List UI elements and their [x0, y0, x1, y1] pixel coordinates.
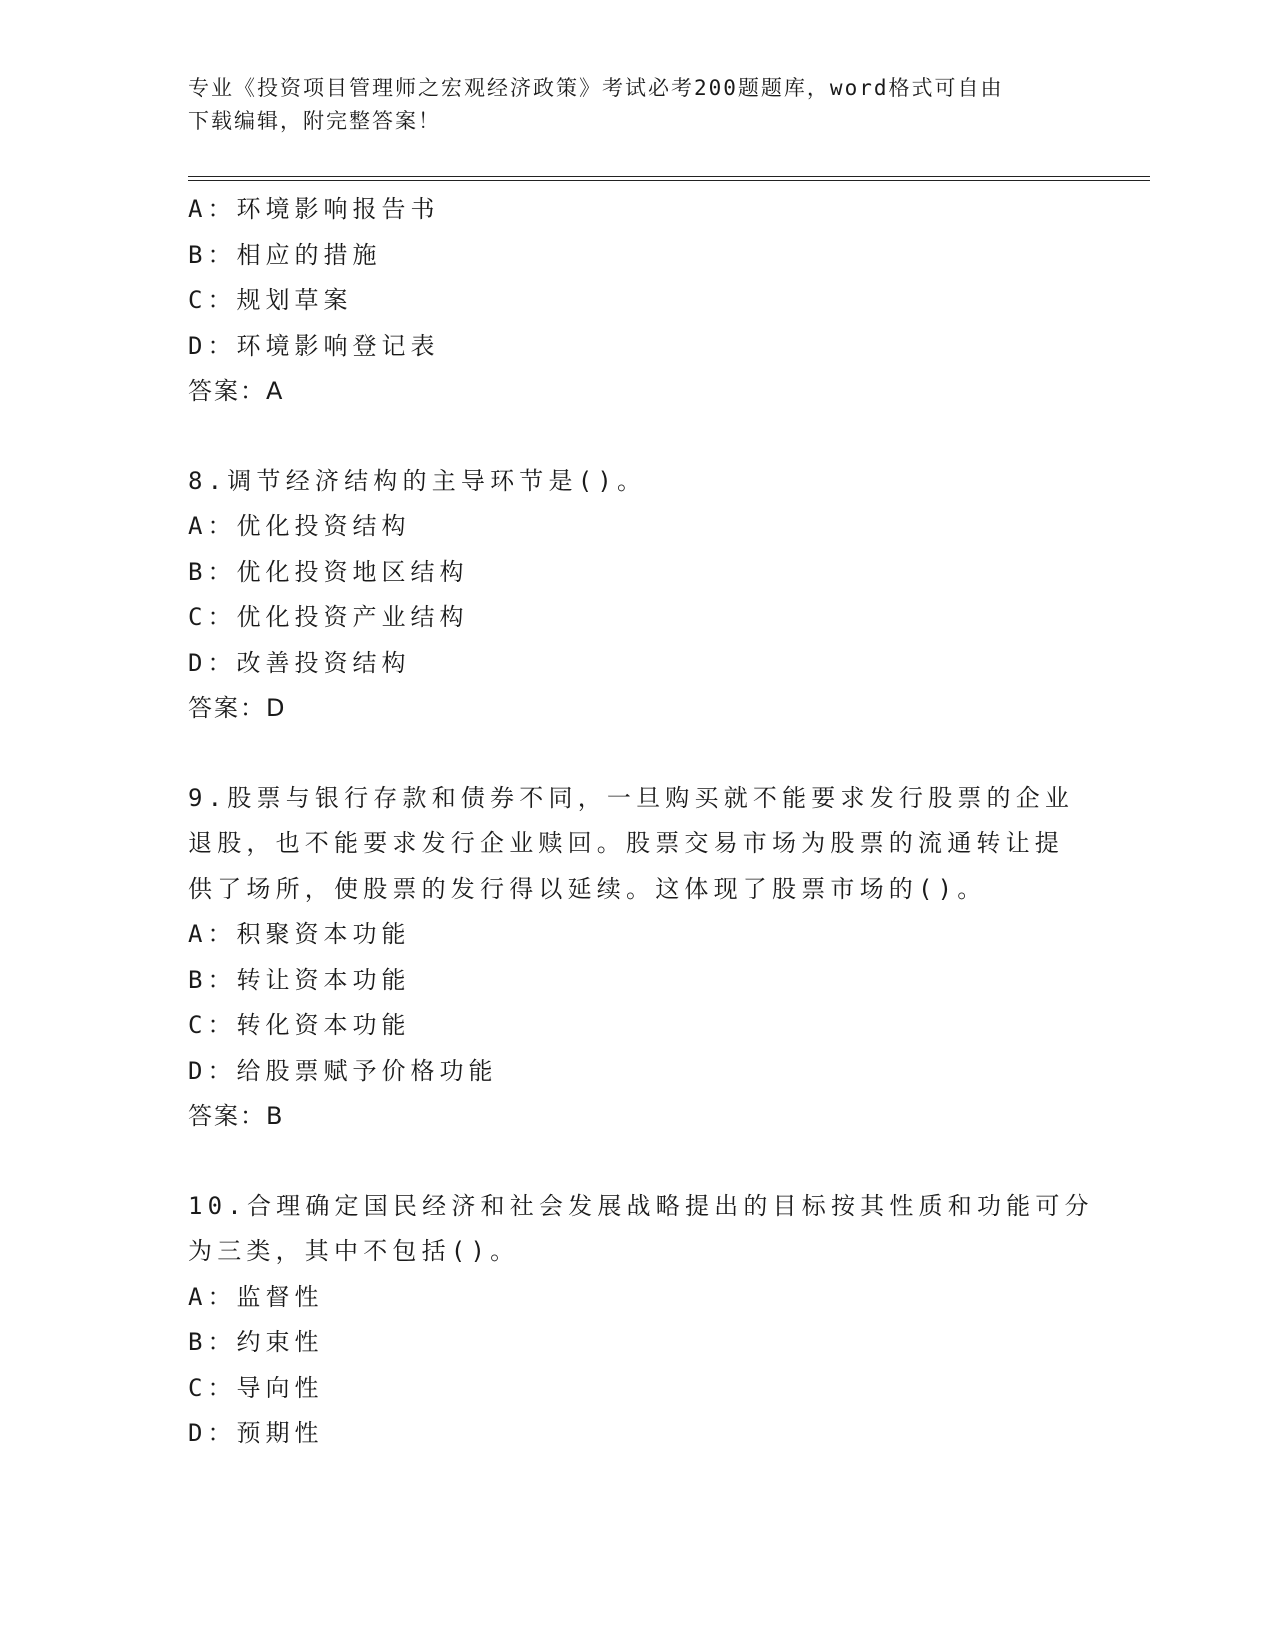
- document-header: [188, 72, 1088, 138]
- header-divider: [188, 176, 1150, 181]
- option-b: B：优化投资地区结构: [188, 557, 469, 586]
- answer-line: 答案：A: [188, 377, 285, 405]
- question-stem-line-2: 为三类，其中不包括()。: [188, 1237, 520, 1265]
- question-stem-line-1: 9.股票与银行存款和债券不同，一旦购买就不能要求发行股票的企业: [188, 783, 1075, 812]
- question-stem-line-3: 供了场所，使股票的发行得以延续。这体现了股票市场的()。: [188, 874, 987, 903]
- option-b: B：转让资本功能: [188, 965, 411, 994]
- option-b: B：约束性: [188, 1328, 324, 1356]
- option-d: D：给股票赋予价格功能: [188, 1056, 498, 1085]
- option-b: B：相应的措施: [188, 240, 382, 269]
- answer-line: 答案：B: [188, 1102, 285, 1130]
- question-9: [188, 776, 1088, 1140]
- option-a: A：监督性: [188, 1282, 324, 1311]
- answer-line: 答案：D: [188, 694, 287, 722]
- option-d: D：环境影响登记表: [188, 331, 440, 360]
- question-8: [188, 459, 1088, 732]
- header-line-1: 专业《投资项目管理师之宏观经济政策》考试必考200题题库，word格式可自由: [188, 76, 1004, 100]
- option-d: D：改善投资结构: [188, 648, 411, 677]
- question-stem-line-2: 退股，也不能要求发行企业赎回。股票交易市场为股票的流通转让提: [188, 829, 1064, 857]
- question-list: [188, 187, 1094, 1457]
- option-d: D：预期性: [188, 1419, 324, 1447]
- option-c: C：转化资本功能: [188, 1011, 411, 1039]
- question-stem-line-1: 10.合理确定国民经济和社会发展战略提出的目标按其性质和功能可分: [188, 1191, 1094, 1220]
- question-stem: 8.调节经济结构的主导环节是()。: [188, 466, 647, 495]
- header-line-2: 下载编辑，附完整答案！: [188, 109, 441, 133]
- option-c: C：导向性: [188, 1373, 324, 1402]
- option-a: A：积聚资本功能: [188, 920, 411, 948]
- question-7: [188, 187, 1088, 415]
- question-10: [188, 1184, 1094, 1457]
- option-c: C：规划草案: [188, 286, 353, 314]
- option-c: C：优化投资产业结构: [188, 603, 469, 631]
- option-a: A：环境影响报告书: [188, 195, 440, 223]
- option-a: A：优化投资结构: [188, 512, 411, 540]
